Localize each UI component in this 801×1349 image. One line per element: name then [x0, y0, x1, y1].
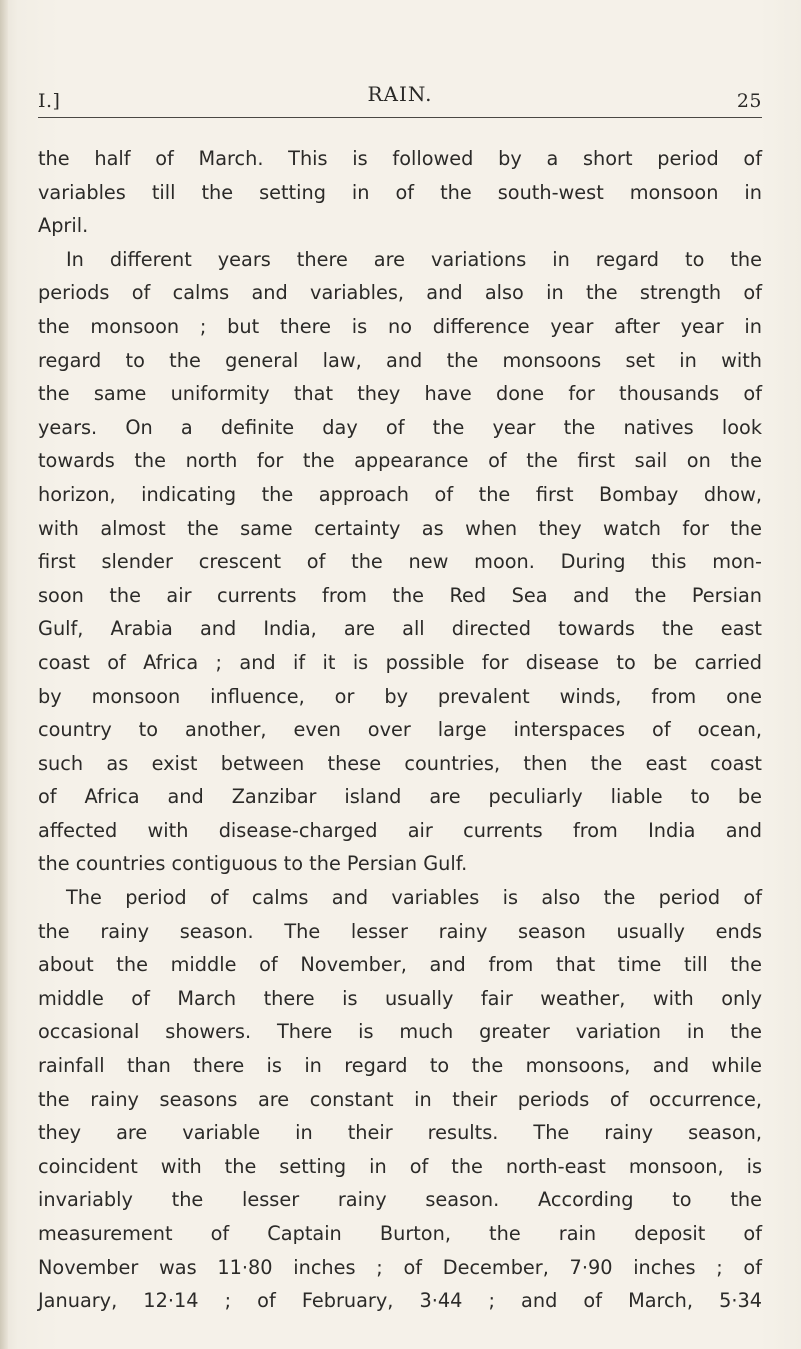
page-gutter-shadow: [0, 0, 8, 1349]
running-header: [38, 82, 762, 112]
text-line: the monsoon ; but there is no difference year after year in: [38, 314, 762, 338]
text-line: of Africa and Zanzibar island are peculiarly liable to be: [38, 785, 762, 809]
text-line: about the middle of November, and from that time till the: [38, 953, 762, 977]
text-line: rainfall than there is in regard to the monsoons, and while: [38, 1054, 762, 1078]
text-line: horizon, indicating the approach of the first Bombay dhow,: [38, 482, 762, 506]
text-line: April.: [38, 214, 89, 238]
page-number: 25: [736, 90, 762, 112]
text-line: they are variable in their results. The rainy season,: [38, 1121, 762, 1145]
text-line: towards the north for the appearance of the first sail on the: [38, 449, 762, 473]
text-line: the countries contiguous to the Persian Gulf.: [38, 852, 468, 876]
text-line: country to another, even over large interspaces of ocean,: [38, 718, 762, 742]
text-line: variables till the setting in of the south-west monsoon in: [38, 180, 762, 204]
text-line: middle of March there is usually fair weather, with only: [38, 986, 762, 1010]
text-line: occasional showers. There is much greater variation in the: [38, 1020, 762, 1044]
text-line: such as exist between these countries, then the east coast: [38, 751, 762, 775]
text-line: years. On a definite day of the year the natives look: [38, 415, 762, 439]
text-line: In different years there are variations in regard to the: [66, 247, 762, 271]
text-line: The period of calms and variables is also the period of: [66, 886, 762, 910]
text-line: first slender crescent of the new moon. During this mon-: [38, 550, 762, 574]
text-line: periods of calms and variables, and also in the strength of: [38, 281, 762, 305]
text-line: the half of March. This is followed by a short period of: [38, 147, 762, 170]
text-line: coast of Africa ; and if it is possible for disease to be carried: [38, 650, 762, 674]
text-line: Gulf, Arabia and India, are all directed towards the east: [38, 617, 762, 641]
text-line: January, 12·14 ; of February, 3·44 ; and of March, 5·34: [38, 1289, 762, 1313]
text-line: the rainy season. The lesser rainy season usually ends: [38, 919, 762, 943]
text-line: with almost the same certainty as when they watch for the: [38, 516, 762, 540]
text-line: regard to the general law, and the monsoons set in with: [38, 348, 762, 372]
text-line: the rainy seasons are constant in their periods of occurrence,: [38, 1087, 762, 1111]
text-line: by monsoon influence, or by prevalent winds, from one: [38, 684, 762, 708]
text-line: soon the air currents from the Red Sea and the Persian: [38, 583, 762, 607]
text-line: measurement of Captain Burton, the rain deposit of: [38, 1222, 762, 1245]
running-title: RAIN.: [367, 82, 433, 106]
header-rule: [38, 117, 762, 118]
text-line: invariably the lesser rainy season. According to the: [38, 1188, 762, 1212]
text-line: November was 11·80 inches ; of December, 7·90 inches ; of: [38, 1255, 762, 1279]
text-line: coincident with the setting in of the north-east monsoon, is: [38, 1154, 762, 1178]
text-line: the same uniformity that they have done for thousands of: [38, 382, 762, 406]
text-line: affected with disease-charged air currents from India and: [38, 818, 762, 842]
body-text: [38, 142, 762, 1318]
chapter-marker: I.]: [38, 90, 61, 112]
